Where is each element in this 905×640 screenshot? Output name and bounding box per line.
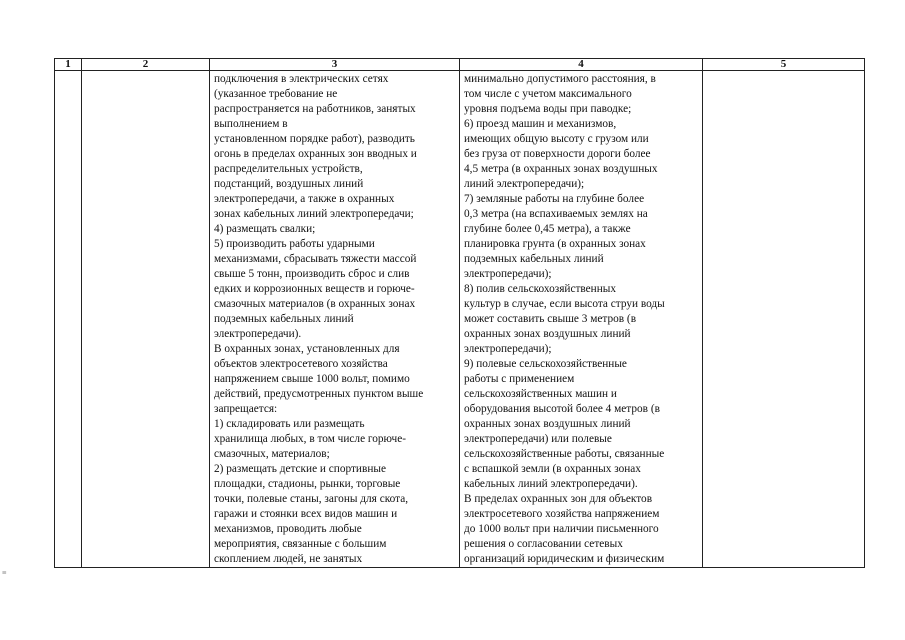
- text-line: том числе с учетом максимального: [464, 88, 632, 100]
- text-line: имеющих общую высоту с грузом или: [464, 133, 649, 145]
- text-line: едких и коррозионных веществ и горюче-: [214, 283, 415, 295]
- text-line: подключения в электрических сетях: [214, 73, 389, 85]
- text-line: смазочных, материалов;: [214, 448, 330, 460]
- text-line: электросетевого хозяйства напряжением: [464, 508, 660, 520]
- text-line: В пределах охранных зон для объектов: [464, 493, 653, 505]
- text-line: подземных кабельных линий: [464, 253, 604, 265]
- text-line: объектов электросетевого хозяйства: [214, 358, 388, 370]
- text-line: 8) полив сельскохозяйственных: [464, 283, 617, 295]
- text-line: механизмами, сбрасывать тяжести массой: [214, 253, 417, 265]
- col4-text: [460, 71, 702, 567]
- cell-col-4: [460, 71, 703, 568]
- table-row: [55, 71, 865, 568]
- text-line: до 1000 вольт при наличии письменного: [464, 523, 659, 535]
- text-line: кабельных линий электропередачи).: [464, 478, 638, 490]
- text-line: механизмов, проводить любые: [214, 523, 362, 535]
- text-line: установленном порядке работ), разводить: [214, 133, 415, 145]
- text-line: действий, предусмотренных пунктом выше: [214, 388, 424, 400]
- text-line: 1) складировать или размещать: [214, 418, 365, 430]
- text-line: минимально допустимого расстояния, в: [464, 73, 656, 85]
- text-line: смазочных материалов (в охранных зонах: [214, 298, 416, 310]
- text-line: линий электропередачи);: [464, 178, 585, 190]
- text-line: с вспашкой земли (в охранных зонах: [464, 463, 641, 475]
- text-line: работы с применением: [464, 373, 575, 385]
- header-col-4: 4: [460, 59, 703, 71]
- text-line: охранных зонах воздушных линий: [464, 418, 631, 430]
- text-line: решения о согласовании сетевых: [464, 538, 623, 550]
- text-line: 4) размещать свалки;: [214, 223, 316, 235]
- text-line: свыше 5 тонн, производить сброс и слив: [214, 268, 410, 280]
- text-line: электропередачи);: [464, 268, 552, 280]
- text-line: зонах кабельных линий электропередачи;: [214, 208, 414, 220]
- text-line: мероприятия, связанные с большим: [214, 538, 387, 550]
- margin-mark: ≡: [2, 568, 7, 577]
- text-line: сельскохозяйственных машин и: [464, 388, 617, 400]
- document-table: [54, 58, 865, 568]
- text-line: (указанное требование не: [214, 88, 338, 100]
- text-line: 0,3 метра (на вспахиваемых землях на: [464, 208, 648, 220]
- text-line: точки, полевые станы, загоны для скота,: [214, 493, 409, 505]
- text-line: оборудования высотой более 4 метров (в: [464, 403, 660, 415]
- text-line: скоплением людей, не занятых: [214, 553, 363, 565]
- text-line: распространяется на работников, занятых: [214, 103, 416, 115]
- header-col-3: 3: [210, 59, 460, 71]
- text-line: электропередачи) или полевые: [464, 433, 612, 445]
- header-col-2: 2: [82, 59, 210, 71]
- col3-text: [210, 71, 459, 567]
- text-line: культур в случае, если высота струи воды: [464, 298, 665, 310]
- text-line: электропередачи);: [464, 343, 552, 355]
- text-line: планировка грунта (в охранных зонах: [464, 238, 646, 250]
- text-line: 6) проезд машин и механизмов,: [464, 118, 617, 130]
- text-line: запрещается:: [214, 403, 278, 415]
- cell-col-2: [82, 71, 210, 568]
- text-line: охранных зонах воздушных линий: [464, 328, 631, 340]
- text-line: 5) производить работы ударными: [214, 238, 375, 250]
- text-line: глубине более 0,45 метра), а также: [464, 223, 631, 235]
- text-line: без груза от поверхности дороги более: [464, 148, 651, 160]
- text-line: хранилища любых, в том числе горюче-: [214, 433, 407, 445]
- cell-col-1: [55, 71, 82, 568]
- text-line: электропередачи).: [214, 328, 302, 340]
- text-line: подстанций, воздушных линий: [214, 178, 364, 190]
- cell-col-3: [210, 71, 460, 568]
- text-line: площадки, стадионы, рынки, торговые: [214, 478, 401, 490]
- text-line: выполнением в: [214, 118, 288, 130]
- text-line: электропередачи, а также в охранных: [214, 193, 395, 205]
- text-line: уровня подъема воды при паводке;: [464, 103, 632, 115]
- header-col-1: 1: [55, 59, 82, 71]
- text-line: может составить свыше 3 метров (в: [464, 313, 637, 325]
- text-line: организаций юридическим и физическим: [464, 553, 665, 565]
- cell-col-5: [703, 71, 865, 568]
- text-line: 4,5 метра (в охранных зонах воздушных: [464, 163, 658, 175]
- text-line: В охранных зонах, установленных для: [214, 343, 400, 355]
- text-line: 2) размещать детские и спортивные: [214, 463, 386, 475]
- header-col-5: 5: [703, 59, 865, 71]
- text-line: 9) полевые сельскохозяйственные: [464, 358, 627, 370]
- header-row: [55, 59, 865, 71]
- text-line: гаражи и стоянки всех видов машин и: [214, 508, 398, 520]
- text-line: 7) земляные работы на глубине более: [464, 193, 645, 205]
- text-line: напряжением свыше 1000 вольт, помимо: [214, 373, 410, 385]
- text-line: сельскохозяйственные работы, связанные: [464, 448, 665, 460]
- text-line: распределительных устройств,: [214, 163, 363, 175]
- text-line: огонь в пределах охранных зон вводных и: [214, 148, 417, 160]
- text-line: подземных кабельных линий: [214, 313, 354, 325]
